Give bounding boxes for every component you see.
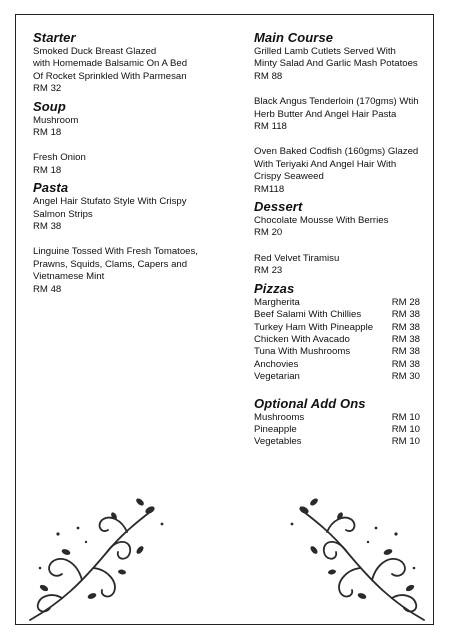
item-price: RM 23 [254, 265, 283, 277]
floral-swirl-icon [22, 492, 172, 622]
item-name: Mushrooms [254, 411, 305, 423]
item-name: Vegetarian [254, 371, 300, 383]
menu-item [33, 152, 233, 177]
left-column [33, 31, 233, 296]
price-row [254, 309, 420, 321]
item-line: Red Velvet Tiramisu [254, 252, 340, 264]
item-price: RM 88 [254, 70, 283, 82]
item-line: Salmon Strips [33, 208, 93, 220]
item-name: Turkey Ham With Pineapple [254, 321, 374, 333]
item-price: RM 10 [391, 411, 420, 423]
price-row [254, 334, 420, 346]
section-title: Pasta [33, 180, 69, 196]
floral-swirl-icon [282, 492, 432, 622]
menu-item [254, 215, 420, 240]
menu-item [33, 115, 233, 140]
item-price: RM 38 [391, 309, 420, 321]
item-price: RM 18 [33, 164, 62, 176]
section-title: Soup [33, 98, 66, 114]
item-line: Chocolate Mousse With Berries [254, 215, 389, 227]
menu-item [254, 96, 420, 133]
item-name: Beef Salami With Chillies [254, 309, 362, 321]
item-line: Vietnamese Mint [33, 271, 105, 283]
item-price: RM 38 [391, 333, 420, 345]
price-row [254, 346, 420, 358]
section-add-ons [254, 397, 420, 449]
price-row [254, 412, 420, 424]
section-starter [33, 31, 233, 96]
item-line: Angel Hair Stufato Style With Crispy [33, 196, 187, 208]
item-line: Prawns, Squids, Clams, Capers and [33, 258, 188, 270]
item-line: Herb Butter And Angel Hair Pasta [254, 108, 397, 120]
item-line: With Teriyaki And Angel Hair With [254, 158, 397, 170]
item-price: RM 10 [391, 436, 420, 448]
item-price: RM 38 [391, 358, 420, 370]
item-line: Black Angus Tenderloin (170gms) Wtih [254, 96, 419, 108]
price-row [254, 424, 420, 436]
menu-item [33, 196, 233, 233]
item-line: Smoked Duck Breast Glazed [33, 46, 157, 57]
item-price: RM 18 [33, 127, 62, 139]
section-title: Starter [33, 30, 76, 45]
item-line: with Homemade Balsamic On A Bed [33, 58, 188, 70]
item-price: RM 20 [254, 227, 283, 239]
item-name: Vegetables [254, 436, 302, 448]
item-line: Linguine Tossed With Fresh Tomatoes, [33, 246, 198, 258]
price-row [254, 297, 420, 309]
item-line: Oven Baked Codfish (160gms) Glazed [254, 146, 419, 158]
item-price: RM 30 [391, 371, 420, 383]
item-price: RM 48 [33, 283, 62, 295]
item-line: Minty Salad And Garlic Mash Potatoes [254, 58, 418, 70]
section-title: Pizzas [254, 280, 295, 296]
item-line: Grilled Lamb Cutlets Served With [254, 46, 396, 57]
section-title: Dessert [254, 199, 303, 215]
section-soup [33, 100, 233, 178]
menu-item [254, 253, 420, 278]
item-price: RM 32 [33, 83, 62, 95]
item-price: RM 28 [391, 296, 420, 308]
item-price: RM 38 [391, 321, 420, 333]
item-name: Tuna With Mushrooms [254, 346, 351, 358]
price-row [254, 436, 420, 448]
section-main-course [254, 31, 420, 196]
menu-item [254, 46, 420, 83]
item-price: RM 38 [391, 346, 420, 358]
section-pizzas [254, 282, 420, 384]
item-line: Crispy Seaweed [254, 171, 324, 183]
item-price: RM 10 [391, 423, 420, 435]
item-price: RM 38 [33, 221, 62, 233]
menu-item [254, 146, 420, 196]
price-row [254, 359, 420, 371]
item-price: RM 118 [254, 121, 287, 133]
item-name: Margherita [254, 296, 300, 308]
menu-item [33, 246, 233, 296]
section-dessert [254, 200, 420, 278]
right-column [254, 31, 420, 449]
item-name: Pineapple [254, 423, 297, 435]
item-line: Mushroom [33, 114, 79, 126]
price-row [254, 371, 420, 383]
price-row [254, 322, 420, 334]
menu-item [33, 46, 233, 96]
item-name: Anchovies [254, 358, 299, 370]
item-line: Of Rocket Sprinkled With Parmesan [33, 70, 187, 82]
section-pasta [33, 181, 233, 296]
item-price: RM118 [254, 183, 285, 195]
section-title: Optional Add Ons [254, 395, 366, 411]
section-title: Main Course [254, 30, 334, 45]
item-line: Fresh Onion [33, 152, 86, 164]
item-name: Chicken With Avacado [254, 333, 350, 345]
